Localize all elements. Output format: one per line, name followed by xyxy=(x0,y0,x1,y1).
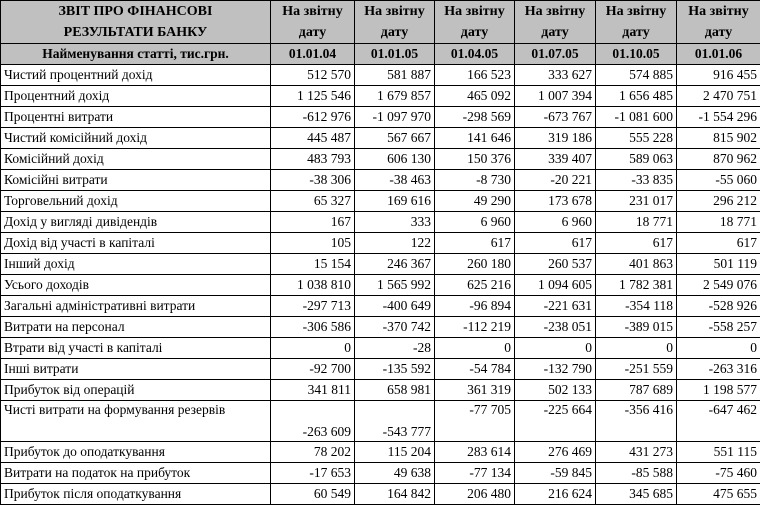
table-row xyxy=(1,149,760,170)
cell-value: -354 118 xyxy=(596,296,677,317)
cell-value: 574 885 xyxy=(596,65,677,86)
cell-value: 18 771 xyxy=(596,212,677,233)
row-label: Чистий комісійний дохід xyxy=(1,128,271,149)
cell-value: 49 638 xyxy=(355,463,435,484)
table-title xyxy=(1,1,271,44)
cell-value: -673 767 xyxy=(515,107,596,128)
cell-value: 6 960 xyxy=(515,212,596,233)
table-row xyxy=(1,191,760,212)
table-row xyxy=(1,233,760,254)
cell-value: 0 xyxy=(596,338,677,359)
cell-value: 78 202 xyxy=(271,442,355,463)
cell-value: -306 586 xyxy=(271,317,355,338)
row-label: Інші витрати xyxy=(1,359,271,380)
table-row xyxy=(1,401,760,442)
cell-value: 1 125 546 xyxy=(271,86,355,107)
cell-value: -17 653 xyxy=(271,463,355,484)
cell-value: -85 588 xyxy=(596,463,677,484)
cell-value: 150 376 xyxy=(435,149,515,170)
table-row xyxy=(1,484,760,505)
cell-value: -263 609 xyxy=(271,401,355,442)
cell-value: -298 569 xyxy=(435,107,515,128)
date-header: 01.04.05 xyxy=(435,44,515,65)
cell-value: 916 455 xyxy=(677,65,760,86)
table-row xyxy=(1,442,760,463)
cell-value: -1 554 296 xyxy=(677,107,760,128)
cell-value: 333 627 xyxy=(515,65,596,86)
cell-value: -77 705 xyxy=(435,401,515,442)
cell-value: 231 017 xyxy=(596,191,677,212)
cell-value: -558 257 xyxy=(677,317,760,338)
cell-value: 2 470 751 xyxy=(677,86,760,107)
cell-value: -238 051 xyxy=(515,317,596,338)
row-label: Комісійний дохід xyxy=(1,149,271,170)
table-title-line2: РЕЗУЛЬТАТИ БАНКУ xyxy=(63,25,208,40)
cell-value: 260 180 xyxy=(435,254,515,275)
table-row xyxy=(1,254,760,275)
cell-value: 1 656 485 xyxy=(596,86,677,107)
table-row xyxy=(1,128,760,149)
table-row xyxy=(1,212,760,233)
date-header: 01.07.05 xyxy=(515,44,596,65)
cell-value: -8 730 xyxy=(435,170,515,191)
column-header: На звітну дату xyxy=(596,1,677,44)
cell-value: 216 624 xyxy=(515,484,596,505)
cell-value: -112 219 xyxy=(435,317,515,338)
column-header: На звітну дату xyxy=(271,1,355,44)
table-row xyxy=(1,86,760,107)
cell-value: -400 649 xyxy=(355,296,435,317)
cell-value: -251 559 xyxy=(596,359,677,380)
cell-value: 122 xyxy=(355,233,435,254)
cell-value: 475 655 xyxy=(677,484,760,505)
cell-value: 617 xyxy=(515,233,596,254)
cell-value: 164 842 xyxy=(355,484,435,505)
table-row xyxy=(1,359,760,380)
cell-value: 65 327 xyxy=(271,191,355,212)
cell-value: -370 742 xyxy=(355,317,435,338)
cell-value: 1 038 810 xyxy=(271,275,355,296)
date-header: 01.01.06 xyxy=(677,44,760,65)
cell-value: 339 407 xyxy=(515,149,596,170)
date-header: 01.10.05 xyxy=(596,44,677,65)
cell-value: 319 186 xyxy=(515,128,596,149)
row-label: Усього доходів xyxy=(1,275,271,296)
row-label: Інший дохід xyxy=(1,254,271,275)
table-row xyxy=(1,296,760,317)
cell-value: 0 xyxy=(271,338,355,359)
cell-value: 502 133 xyxy=(515,380,596,401)
cell-value: 49 290 xyxy=(435,191,515,212)
cell-value: 361 319 xyxy=(435,380,515,401)
cell-value: 465 092 xyxy=(435,86,515,107)
cell-value: 1 007 394 xyxy=(515,86,596,107)
row-label: Втрати від участі в капіталі xyxy=(1,338,271,359)
cell-value: -77 134 xyxy=(435,463,515,484)
cell-value: -132 790 xyxy=(515,359,596,380)
table-body xyxy=(1,65,760,505)
cell-value: -1 097 970 xyxy=(355,107,435,128)
cell-value: 246 367 xyxy=(355,254,435,275)
cell-value: 345 685 xyxy=(596,484,677,505)
cell-value: -221 631 xyxy=(515,296,596,317)
cell-value: -612 976 xyxy=(271,107,355,128)
table-row xyxy=(1,65,760,86)
table-row xyxy=(1,380,760,401)
cell-value: 1 782 381 xyxy=(596,275,677,296)
cell-value: 617 xyxy=(435,233,515,254)
cell-value: 115 204 xyxy=(355,442,435,463)
row-label: Дохід у вигляді дивідендів xyxy=(1,212,271,233)
cell-value: -389 015 xyxy=(596,317,677,338)
row-label: Чистий процентний дохід xyxy=(1,65,271,86)
row-label: Прибуток від операцій xyxy=(1,380,271,401)
cell-value: -59 845 xyxy=(515,463,596,484)
cell-value: 296 212 xyxy=(677,191,760,212)
item-name-header: Найменування статті, тис.грн. xyxy=(1,44,271,65)
cell-value: -20 221 xyxy=(515,170,596,191)
cell-value: -38 306 xyxy=(271,170,355,191)
cell-value: 206 480 xyxy=(435,484,515,505)
cell-value: 870 962 xyxy=(677,149,760,170)
table-row xyxy=(1,463,760,484)
row-label: Загальні адміністративні витрати xyxy=(1,296,271,317)
cell-value: 555 228 xyxy=(596,128,677,149)
cell-value: 617 xyxy=(596,233,677,254)
cell-value: 167 xyxy=(271,212,355,233)
cell-value: -356 416 xyxy=(596,401,677,442)
cell-value: 401 863 xyxy=(596,254,677,275)
cell-value: 173 678 xyxy=(515,191,596,212)
cell-value: 260 537 xyxy=(515,254,596,275)
cell-value: -528 926 xyxy=(677,296,760,317)
cell-value: 787 689 xyxy=(596,380,677,401)
cell-value: -543 777 xyxy=(355,401,435,442)
cell-value: 589 063 xyxy=(596,149,677,170)
cell-value: -297 713 xyxy=(271,296,355,317)
cell-value: 1 679 857 xyxy=(355,86,435,107)
cell-value: -647 462 xyxy=(677,401,760,442)
cell-value: 2 549 076 xyxy=(677,275,760,296)
cell-value: 551 115 xyxy=(677,442,760,463)
column-header: На звітну дату xyxy=(515,1,596,44)
cell-value: 483 793 xyxy=(271,149,355,170)
cell-value: 18 771 xyxy=(677,212,760,233)
cell-value: 625 216 xyxy=(435,275,515,296)
row-label: Чисті витрати на формування резервів xyxy=(1,401,271,442)
cell-value: 567 667 xyxy=(355,128,435,149)
row-label: Дохід від участі в капіталі xyxy=(1,233,271,254)
table-row xyxy=(1,338,760,359)
cell-value: 141 646 xyxy=(435,128,515,149)
row-label: Комісійні витрати xyxy=(1,170,271,191)
cell-value: 341 811 xyxy=(271,380,355,401)
cell-value: -75 460 xyxy=(677,463,760,484)
cell-value: -54 784 xyxy=(435,359,515,380)
cell-value: 581 887 xyxy=(355,65,435,86)
row-label: Прибуток після оподаткування xyxy=(1,484,271,505)
table-title-line1: ЗВІТ ПРО ФІНАНСОВІ xyxy=(58,4,213,19)
cell-value: 0 xyxy=(677,338,760,359)
cell-value: 658 981 xyxy=(355,380,435,401)
cell-value: -135 592 xyxy=(355,359,435,380)
cell-value: 1 094 605 xyxy=(515,275,596,296)
cell-value: 1 565 992 xyxy=(355,275,435,296)
cell-value: 431 273 xyxy=(596,442,677,463)
row-label: Процентні витрати xyxy=(1,107,271,128)
column-header: На звітну дату xyxy=(355,1,435,44)
cell-value: 1 198 577 xyxy=(677,380,760,401)
column-header: На звітну дату xyxy=(435,1,515,44)
row-label: Торговельний дохід xyxy=(1,191,271,212)
cell-value: 6 960 xyxy=(435,212,515,233)
cell-value: -55 060 xyxy=(677,170,760,191)
cell-value: -225 664 xyxy=(515,401,596,442)
cell-value: -38 463 xyxy=(355,170,435,191)
cell-value: 0 xyxy=(435,338,515,359)
cell-value: 445 487 xyxy=(271,128,355,149)
cell-value: 105 xyxy=(271,233,355,254)
date-header: 01.01.04 xyxy=(271,44,355,65)
cell-value: 606 130 xyxy=(355,149,435,170)
cell-value: -263 316 xyxy=(677,359,760,380)
cell-value: 815 902 xyxy=(677,128,760,149)
table-row xyxy=(1,107,760,128)
cell-value: 283 614 xyxy=(435,442,515,463)
cell-value: 276 469 xyxy=(515,442,596,463)
cell-value: 333 xyxy=(355,212,435,233)
table-row xyxy=(1,317,760,338)
cell-value: -96 894 xyxy=(435,296,515,317)
cell-value: 512 570 xyxy=(271,65,355,86)
row-label: Процентний дохід xyxy=(1,86,271,107)
cell-value: 166 523 xyxy=(435,65,515,86)
cell-value: 0 xyxy=(515,338,596,359)
row-label: Витрати на персонал xyxy=(1,317,271,338)
cell-value: -92 700 xyxy=(271,359,355,380)
column-header: На звітну дату xyxy=(677,1,760,44)
cell-value: -33 835 xyxy=(596,170,677,191)
cell-value: 617 xyxy=(677,233,760,254)
cell-value: 501 119 xyxy=(677,254,760,275)
date-header: 01.01.05 xyxy=(355,44,435,65)
cell-value: 169 616 xyxy=(355,191,435,212)
table-row xyxy=(1,275,760,296)
cell-value: -1 081 600 xyxy=(596,107,677,128)
table-row xyxy=(1,170,760,191)
row-label: Прибуток до оподаткування xyxy=(1,442,271,463)
cell-value: 15 154 xyxy=(271,254,355,275)
cell-value: 60 549 xyxy=(271,484,355,505)
row-label: Витрати на податок на прибуток xyxy=(1,463,271,484)
cell-value: -28 xyxy=(355,338,435,359)
